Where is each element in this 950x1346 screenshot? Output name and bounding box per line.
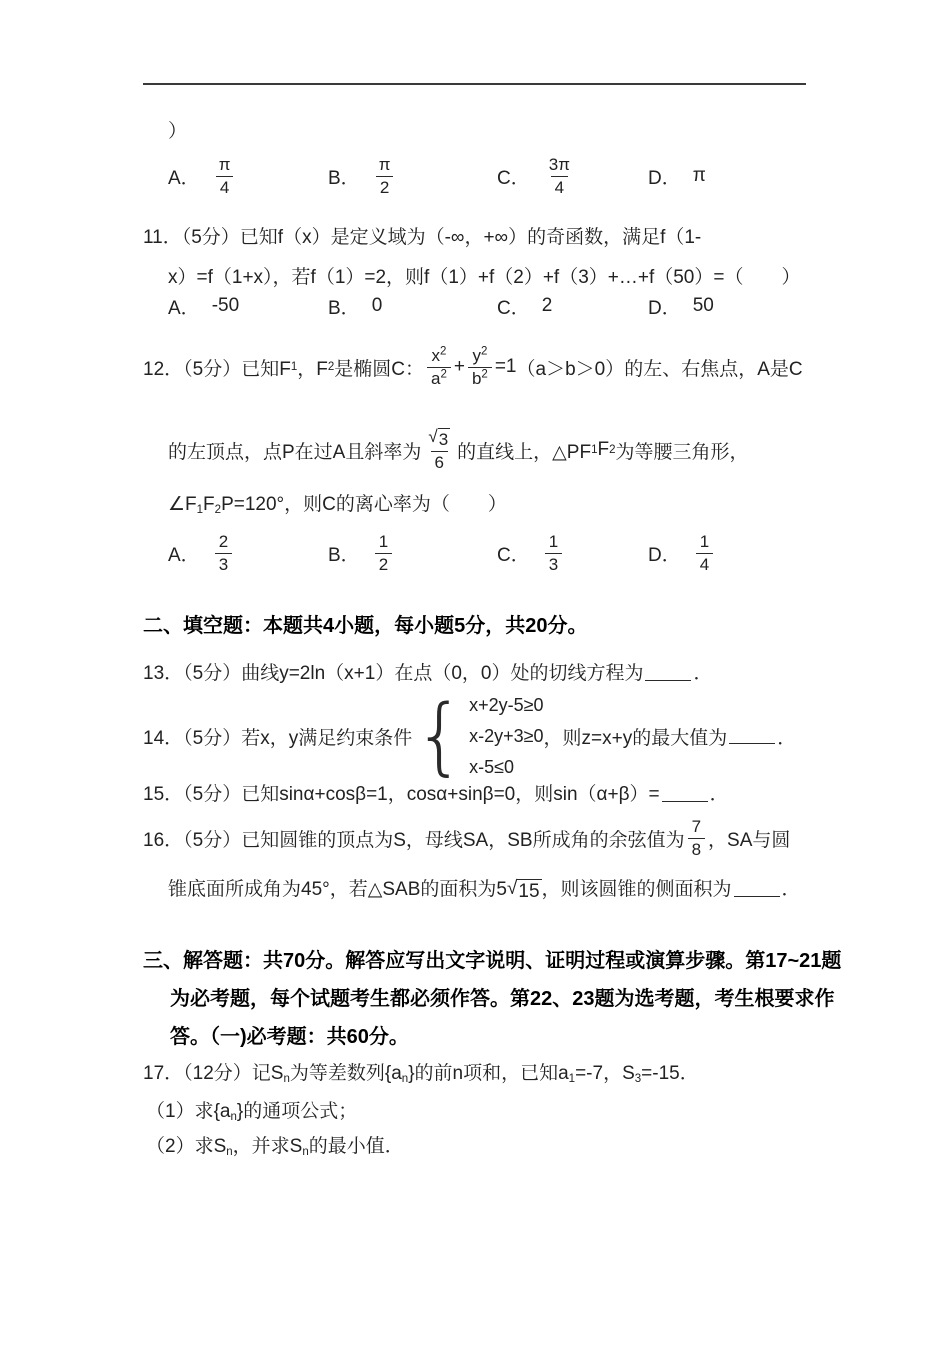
fraction: $\frac{3\pi}{4}$ — [548, 154, 570, 197]
question-12-text: 的左顶点，点P在过A且斜率为 — [168, 441, 422, 463]
option-label: D． — [648, 167, 681, 189]
question-11-options — [0, 293, 950, 319]
question-11-line-1: 11．（5分）已知f（x）是定义域为（-∞，+∞）的奇函数，满足f（1- — [143, 227, 702, 248]
question-16-line-2: 锥底面所成角为45°，若△SAB的面积为5 √ 15 ，则该圆锥的侧面积为 ． — [168, 878, 801, 902]
question-11-line-2: x）=f（1+x），若f（1）=2，则f（1）+f（2）+f（3）+…+f（50）=（ ） — [168, 267, 801, 288]
option-label: D． — [648, 544, 681, 566]
constraint-1: x+2y-5≥0 — [469, 694, 544, 715]
option-value: 2 — [541, 295, 553, 316]
question-12-text: 12．（5分）已知F 1 ，F 2 是椭圆C： — [143, 358, 424, 380]
left-brace: { — [414, 686, 466, 785]
fraction: $\frac{1}{2}$ — [375, 532, 392, 574]
fraction-x2-a2: $\frac{x^2}{a^2}$ — [427, 346, 451, 388]
question-15-line: 15．（5分）已知sinα+cosβ=1，cosα+sinβ=0，则sin（α+β）= ． — [143, 784, 729, 805]
option-value: -50 — [211, 295, 240, 316]
section-3-header-line-3: 答。（一)必考题：共60分。 — [170, 1026, 409, 1048]
fraction: $\frac{1}{4}$ — [696, 532, 713, 574]
plus-sign: + — [453, 356, 465, 377]
question-17-line-1: 17．（12分）记$S_n$为等差数列$\{a_n\}$的前n项和，已知$a_1=-7$，$S_3=-15$． — [143, 1063, 699, 1085]
question-17-part-2: （2）求$S_n$，并求$S_n$的最小值． — [146, 1136, 404, 1158]
option-label: D． — [648, 297, 681, 319]
question-17-part-1: （1）求$\{a_n\}$的通项公式； — [146, 1101, 358, 1123]
option-value: π — [692, 165, 706, 186]
option-label: B． — [328, 544, 360, 566]
section-3-header-line-2: 为必考题，每个试题考生都必须作答。第22、23题为选考题，考生根要求作 — [170, 988, 835, 1010]
question-16-line-1 — [143, 810, 790, 866]
fraction: $\frac{1}{3}$ — [545, 532, 562, 574]
fraction-sqrt3-6: √ 3 6 — [428, 426, 449, 472]
question-12-text: （a＞b＞0）的左、右焦点，A是C — [516, 358, 803, 380]
option-a — [168, 293, 239, 319]
fraction: $\frac{2}{3}$ — [215, 532, 232, 574]
option-a — [168, 150, 237, 202]
question-12-line-2 — [168, 424, 749, 476]
option-d — [648, 150, 706, 202]
question-12-line-3: $\angle F_1F_2P=120^\circ$，则C的离心率为（ ） — [168, 494, 507, 516]
constraint-system — [469, 690, 543, 783]
option-c — [497, 527, 565, 579]
option-label: A． — [168, 544, 200, 566]
option-c — [497, 150, 577, 202]
option-label: B． — [328, 167, 360, 189]
question-14-line — [143, 688, 796, 784]
top-divider-line — [143, 83, 806, 85]
option-c — [497, 293, 552, 319]
question-14-text: 14．（5分）若x，y满足约束条件 — [143, 727, 413, 749]
question-13-line: 13．（5分）曲线y=2ln（x+1）在点（0，0）处的切线方程为 ． — [143, 663, 713, 684]
option-d — [648, 293, 714, 319]
option-label: B． — [328, 297, 360, 319]
section-3-header-line-1: 三、解答题：共70分。解答应写出文字说明、证明过程或演算步骤。第17~21题 — [143, 950, 842, 972]
question-12-line-1 — [143, 332, 803, 402]
question-10-close-paren: ） — [168, 121, 188, 142]
fraction-7-8: $\frac{7}{8}$ — [688, 817, 705, 859]
section-2-header: 二、填空题：本题共4小题，每小题5分，共20分。 — [143, 615, 588, 637]
fraction: $\frac{\pi}{4}$ — [215, 155, 235, 197]
option-label: A． — [168, 297, 200, 319]
option-b — [328, 293, 382, 319]
option-label: C． — [497, 167, 530, 189]
equals-one: =1 — [494, 356, 517, 377]
option-label: C． — [497, 297, 530, 319]
option-label: A． — [168, 167, 200, 189]
question-16-text: ，SA与圆 — [708, 829, 791, 851]
constraint-3: x-5≤0 — [469, 756, 515, 777]
constraint-2: x-2y+3≥0 — [469, 725, 544, 746]
option-label: C． — [497, 544, 530, 566]
question-14-text: ，则z=x+y的最大值为 ． — [543, 727, 797, 749]
fraction: $\frac{\pi}{2}$ — [375, 155, 395, 197]
option-b — [328, 527, 395, 579]
option-value: 0 — [371, 295, 383, 316]
question-10-options — [0, 150, 950, 202]
option-a — [168, 527, 235, 579]
option-d — [648, 527, 716, 579]
option-value: 50 — [692, 295, 714, 316]
question-12-text: 的直线上，△PF 1 F 2 为等腰三角形， — [457, 439, 749, 463]
question-12-options — [0, 527, 950, 579]
fraction-y2-b2: $\frac{y^2}{b^2}$ — [468, 346, 492, 388]
question-16-text: 16．（5分）已知圆锥的顶点为S，母线SA，SB所成角的余弦值为 — [143, 829, 685, 851]
option-b — [328, 150, 397, 202]
